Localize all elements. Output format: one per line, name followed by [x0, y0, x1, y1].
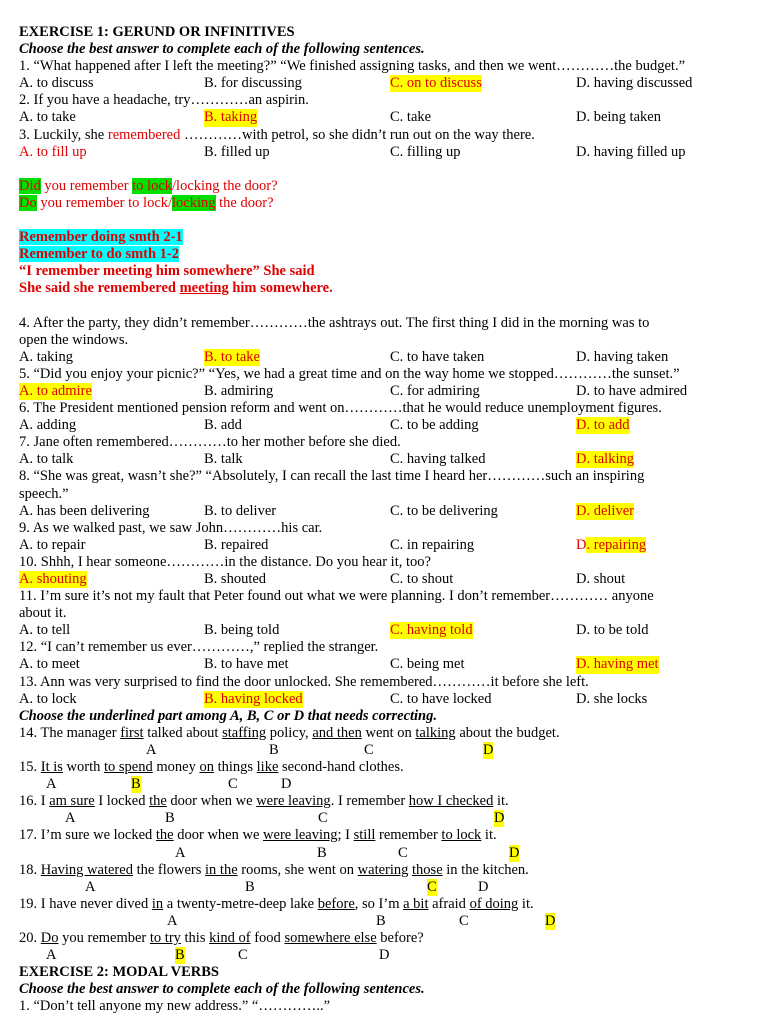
rule-4	[19, 280, 759, 297]
q2-option-c[interactable]: C. take	[390, 109, 432, 126]
rule-4-pre: She said she remembered	[19, 280, 180, 297]
q20-text: food	[250, 929, 285, 946]
q15-letter-b-answer: B	[131, 776, 141, 793]
rule-3: “I remember meeting him somewhere” She said	[19, 263, 315, 280]
q20-text: 20.	[19, 929, 41, 946]
q3-keyword: remembered	[107, 126, 181, 143]
note1-text: you remember	[40, 177, 133, 194]
question-1-options	[19, 75, 759, 92]
q18-letter-c-answer: C	[427, 878, 437, 895]
question-9: 9. As we walked past, we saw John…………his car.	[19, 519, 323, 536]
q14-text: policy,	[266, 724, 313, 741]
worksheet	[19, 24, 759, 1015]
note2-do: Do	[19, 194, 37, 211]
q14-part-d[interactable]: talking	[415, 724, 456, 741]
q10-option-d[interactable]: D. shout	[576, 571, 626, 587]
question-1: 1. “What happened after I left the meeting?” “We finished assigning tasks, and then we went…………the budget.”	[19, 58, 686, 75]
q16-part-d[interactable]: how I checked	[408, 793, 494, 810]
question-10: 10. Shhh, I hear someone…………in the distance. Do you hear it, too?	[19, 553, 431, 570]
q19-letter-b: B	[376, 912, 386, 929]
q13-option-d[interactable]: D. she locks	[576, 690, 648, 707]
q16-letter-d-answer: D	[494, 810, 505, 827]
q16-text: I locked	[94, 793, 150, 810]
note-line-2	[19, 195, 759, 212]
q20-letter-c: C	[238, 947, 248, 964]
question-5: 5. “Did you enjoy your picnic?” “Yes, we had a great time and on the way home we stopped…………the sunset.”	[19, 365, 680, 382]
question-4-line-2: open the windows.	[19, 331, 129, 348]
q6-option-d[interactable]: D. to add	[576, 417, 630, 434]
q2-option-a[interactable]: A. to take	[19, 109, 76, 126]
question-13-options	[19, 691, 759, 708]
q10-option-b[interactable]: B. shouted	[204, 571, 267, 587]
q1-option-d[interactable]: D. having discussed	[576, 75, 693, 92]
question-19-letters	[19, 913, 759, 930]
q19-letter-c: C	[459, 912, 469, 929]
q8-option-d[interactable]: D. deliver	[576, 502, 634, 519]
question-6-options	[19, 417, 759, 434]
question-11-line-1: 11. I’m sure it’s not my fault that Peter found out what we were planning. I don’t remember………… anyone	[19, 588, 654, 605]
question-8-line-2: speech.”	[19, 485, 69, 502]
q15-part-c[interactable]: on	[199, 759, 214, 776]
q7-option-d[interactable]: D. talking	[576, 451, 634, 468]
q13-option-c[interactable]: C. to have locked	[390, 690, 492, 707]
q17-text: remember	[375, 827, 442, 844]
note1-rest: /locking the door?	[172, 177, 278, 194]
question-11-options	[19, 622, 759, 639]
question-5-options	[19, 383, 759, 400]
q3-option-b[interactable]: B. filled up	[204, 143, 270, 160]
error-id-instruction: Choose the underlined part among A, B, C or D that needs correcting.	[19, 707, 438, 724]
q16-letter-a: A	[65, 810, 76, 827]
q17-text: 17. I’m sure we locked	[19, 827, 156, 844]
q3-option-c[interactable]: C. filling up	[390, 143, 461, 160]
q18-letter-b: B	[245, 878, 255, 895]
q17-letter-a: A	[175, 844, 186, 861]
q18-text: the flowers	[132, 861, 206, 878]
q20-text: this	[180, 929, 210, 946]
q20-text: you remember	[58, 929, 150, 946]
q19-part-d[interactable]: of doing	[469, 895, 519, 912]
q15-part-b[interactable]: to spend	[104, 759, 153, 776]
q19-letter-d-answer: D	[545, 912, 556, 929]
question-20-letters	[19, 947, 759, 964]
q1-option-c[interactable]: C. on to discuss	[390, 75, 482, 92]
rule-4-underlined: meeting	[179, 280, 229, 297]
question-2-options	[19, 109, 759, 126]
q18-letter-a: A	[85, 878, 96, 895]
q15-text: 15.	[19, 759, 41, 776]
q19-text: a twenty-metre-deep lake	[163, 895, 318, 912]
q14-text: about the budget.	[455, 724, 560, 741]
exercise-1-instruction: Choose the best answer to complete each of the following sentences.	[19, 41, 425, 58]
q16-part-c[interactable]: were leaving	[256, 793, 331, 810]
q4-option-c[interactable]: C. to have taken	[390, 348, 485, 365]
q13-option-a[interactable]: A. to lock	[19, 690, 77, 707]
q7-option-a[interactable]: A. to talk	[19, 451, 74, 468]
q8-option-b[interactable]: B. to deliver	[204, 502, 277, 519]
q19-part-b[interactable]: before	[317, 895, 355, 912]
q19-letter-a: A	[167, 912, 178, 929]
q19-part-a[interactable]: in	[151, 895, 164, 912]
question-10-options	[19, 571, 759, 588]
exercise-2-question-1: 1. “Don’t tell anyone my new address.” “…………..”	[19, 998, 330, 1015]
q11-option-c[interactable]: C. having told	[390, 622, 473, 639]
q4-option-d[interactable]: D. having taken	[576, 348, 669, 365]
q14-text: talked about	[143, 724, 223, 741]
q16-letter-b: B	[165, 810, 175, 827]
exercise-2-instruction: Choose the best answer to complete each of the following sentences.	[19, 981, 425, 998]
q2-option-b[interactable]: B. taking	[204, 109, 258, 126]
q16-text: door when we	[166, 793, 257, 810]
q17-text: it.	[481, 827, 497, 844]
q12-option-c[interactable]: C. being met	[390, 656, 465, 673]
question-3	[19, 127, 759, 144]
q16-text: . I remember	[330, 793, 409, 810]
q20-text: before?	[376, 929, 424, 946]
question-20	[19, 930, 759, 947]
q9-option-d-letter: D	[576, 536, 587, 553]
q6-option-b[interactable]: B. add	[204, 417, 242, 434]
question-15	[19, 759, 759, 776]
q17-part-a[interactable]: the	[155, 827, 174, 844]
question-4-line-1: 4. After the party, they didn’t remember…………the ashtrays out. The first thing I did in the morning was to	[19, 314, 650, 331]
q4-option-a[interactable]: A. taking	[19, 348, 73, 365]
question-17-letters	[19, 845, 759, 862]
question-13: 13. Ann was very surprised to find the door unlocked. She remembered…………it before she left.	[19, 673, 589, 690]
q18-text: in the kitchen.	[442, 861, 529, 878]
note2-rest: the door?	[215, 194, 274, 211]
q9-option-d-text: . repairing	[586, 536, 647, 553]
question-14-letters	[19, 742, 759, 759]
q15-text: worth	[62, 759, 104, 776]
question-18-letters	[19, 879, 759, 896]
q15-letter-d: D	[281, 776, 292, 793]
question-7: 7. Jane often remembered…………to her mother before she died.	[19, 434, 401, 451]
q18-text: 18.	[19, 861, 41, 878]
question-8-options	[19, 503, 759, 520]
q20-letter-b-answer: B	[175, 947, 185, 964]
q11-option-d[interactable]: D. to be told	[576, 622, 649, 639]
q5-option-b[interactable]: B. admiring	[204, 382, 274, 399]
q10-option-c[interactable]: C. to shout	[390, 571, 454, 587]
question-12: 12. “I can’t remember us ever…………,” replied the stranger.	[19, 639, 379, 656]
q18-text: rooms, she went on	[237, 861, 358, 878]
q11-option-b[interactable]: B. being told	[204, 622, 280, 639]
q5-option-d[interactable]: D. to have admired	[576, 382, 688, 399]
note1-to-lock: to lock	[132, 177, 173, 194]
q16-part-a[interactable]: am sure	[49, 793, 95, 810]
question-4-options	[19, 349, 759, 366]
q15-part-d[interactable]: like	[256, 759, 279, 776]
q14-text: went on	[361, 724, 416, 741]
q9-option-b[interactable]: B. repaired	[204, 536, 269, 553]
q3-text-pre: 3. Luckily, she	[19, 126, 108, 143]
q7-option-b[interactable]: B. talk	[204, 451, 243, 468]
q6-option-a[interactable]: A. adding	[19, 417, 77, 434]
q19-text: afraid	[428, 895, 470, 912]
q15-letter-a: A	[46, 776, 57, 793]
note1-did: Did	[19, 177, 41, 194]
q15-part-a[interactable]: It is	[40, 759, 63, 776]
q15-text: money	[152, 759, 200, 776]
q8-option-c[interactable]: C. to be delivering	[390, 502, 498, 519]
q15-text: things	[213, 759, 257, 776]
q18-part-c[interactable]: watering	[357, 861, 409, 878]
q12-option-d[interactable]: D. having met	[576, 656, 659, 673]
q3-option-d[interactable]: D. having filled up	[576, 143, 686, 160]
question-16	[19, 793, 759, 810]
q9-option-a[interactable]: A. to repair	[19, 536, 86, 553]
q16-part-b[interactable]: the	[149, 793, 167, 810]
q20-part-a[interactable]: Do	[40, 929, 59, 946]
q2-option-d[interactable]: D. being taken	[576, 109, 661, 126]
q18-letter-d: D	[478, 878, 489, 895]
q3-text-post: …………with petrol, so she didn’t run out on the way there.	[180, 126, 535, 143]
q19-text: , so I’m	[354, 895, 404, 912]
rule-1-text: Remember doing smth 2-1	[19, 229, 183, 246]
q9-option-c[interactable]: C. in repairing	[390, 536, 475, 553]
q8-option-a[interactable]: A. has been delivering	[19, 502, 150, 519]
q5-option-a[interactable]: A. to admire	[19, 382, 92, 399]
q17-text: ; I	[337, 827, 354, 844]
q9-option-d[interactable]	[576, 537, 646, 554]
question-6: 6. The President mentioned pension reform and went on…………that he would reduce unemployment figures.	[19, 400, 662, 417]
q10-option-a[interactable]: A. shouting	[19, 571, 87, 587]
q14-part-a[interactable]: first	[120, 724, 144, 741]
question-18	[19, 862, 759, 879]
q18-part-b[interactable]: in the	[205, 861, 238, 878]
q14-part-c[interactable]: and then	[312, 724, 362, 741]
question-19	[19, 896, 759, 913]
question-11-line-2: about it.	[19, 605, 67, 622]
question-17	[19, 827, 759, 844]
q3-option-a[interactable]: A. to fill up	[19, 143, 87, 160]
q14-part-b[interactable]: staffing	[222, 724, 267, 741]
q20-letter-d: D	[379, 947, 390, 964]
q17-text: door when we	[173, 827, 264, 844]
q14-letter-d-answer: D	[483, 741, 494, 758]
q18-part-a[interactable]: Having watered	[40, 861, 133, 878]
q16-text: 16. I	[19, 793, 50, 810]
q1-option-b[interactable]: B. for discussing	[204, 75, 302, 92]
q17-part-c[interactable]: still	[353, 827, 376, 844]
q14-text: 14. The manager	[19, 724, 121, 741]
question-3-options	[19, 144, 759, 161]
q4-option-b[interactable]: B. to take	[204, 348, 260, 365]
rule-2	[19, 246, 759, 263]
question-12-options	[19, 656, 759, 673]
q19-text: 19. I have never dived	[19, 895, 152, 912]
q5-option-c[interactable]: C. for admiring	[390, 382, 480, 399]
question-14	[19, 725, 759, 742]
q17-part-b[interactable]: were leaving	[263, 827, 338, 844]
q20-part-b[interactable]: to try	[149, 929, 181, 946]
question-16-letters	[19, 810, 759, 827]
q17-letter-d-answer: D	[509, 844, 520, 861]
note-line-1	[19, 178, 759, 195]
q14-letter-c: C	[364, 741, 374, 758]
note2-locking: locking	[172, 194, 216, 211]
q15-text: second-hand clothes.	[278, 759, 404, 776]
q17-letter-b: B	[317, 844, 327, 861]
question-7-options	[19, 451, 759, 468]
q20-part-d[interactable]: somewhere else	[284, 929, 377, 946]
q16-letter-c: C	[318, 810, 328, 827]
exercise-2-title: EXERCISE 2: MODAL VERBS	[19, 964, 219, 981]
q19-part-c[interactable]: a bit	[403, 895, 429, 912]
q19-text: it.	[518, 895, 534, 912]
q18-part-d[interactable]: those	[412, 861, 443, 878]
question-15-letters	[19, 776, 759, 793]
exercise-1-title: EXERCISE 1: GERUND OR INFINITIVES	[19, 24, 295, 40]
q15-letter-c: C	[228, 776, 238, 793]
q6-option-c[interactable]: C. to be adding	[390, 417, 479, 434]
q14-letter-a: A	[146, 741, 157, 758]
q20-part-c[interactable]: kind of	[209, 929, 251, 946]
question-9-options	[19, 537, 759, 554]
question-8-line-1: 8. “She was great, wasn’t she?” “Absolutely, I can recall the last time I heard her…………such an inspiring	[19, 468, 645, 485]
q13-option-b[interactable]: B. having locked	[204, 690, 303, 707]
q11-option-a[interactable]: A. to tell	[19, 622, 71, 639]
q1-option-a[interactable]: A. to discuss	[19, 75, 94, 92]
q20-letter-a: A	[46, 947, 57, 964]
q16-text: it.	[493, 793, 509, 810]
q7-option-c[interactable]: C. having talked	[390, 451, 486, 468]
q12-option-b[interactable]: B. to have met	[204, 656, 289, 673]
q12-option-a[interactable]: A. to meet	[19, 656, 80, 673]
q17-part-d[interactable]: to lock	[441, 827, 482, 844]
q14-letter-b: B	[269, 741, 279, 758]
rule-1	[19, 229, 759, 246]
question-2: 2. If you have a headache, try…………an aspirin.	[19, 92, 309, 109]
q17-letter-c: C	[398, 844, 408, 861]
rule-4-post: him somewhere.	[228, 280, 333, 297]
note2-text: you remember to lock/	[36, 194, 173, 211]
rule-2-text: Remember to do smth 1-2	[19, 246, 180, 263]
